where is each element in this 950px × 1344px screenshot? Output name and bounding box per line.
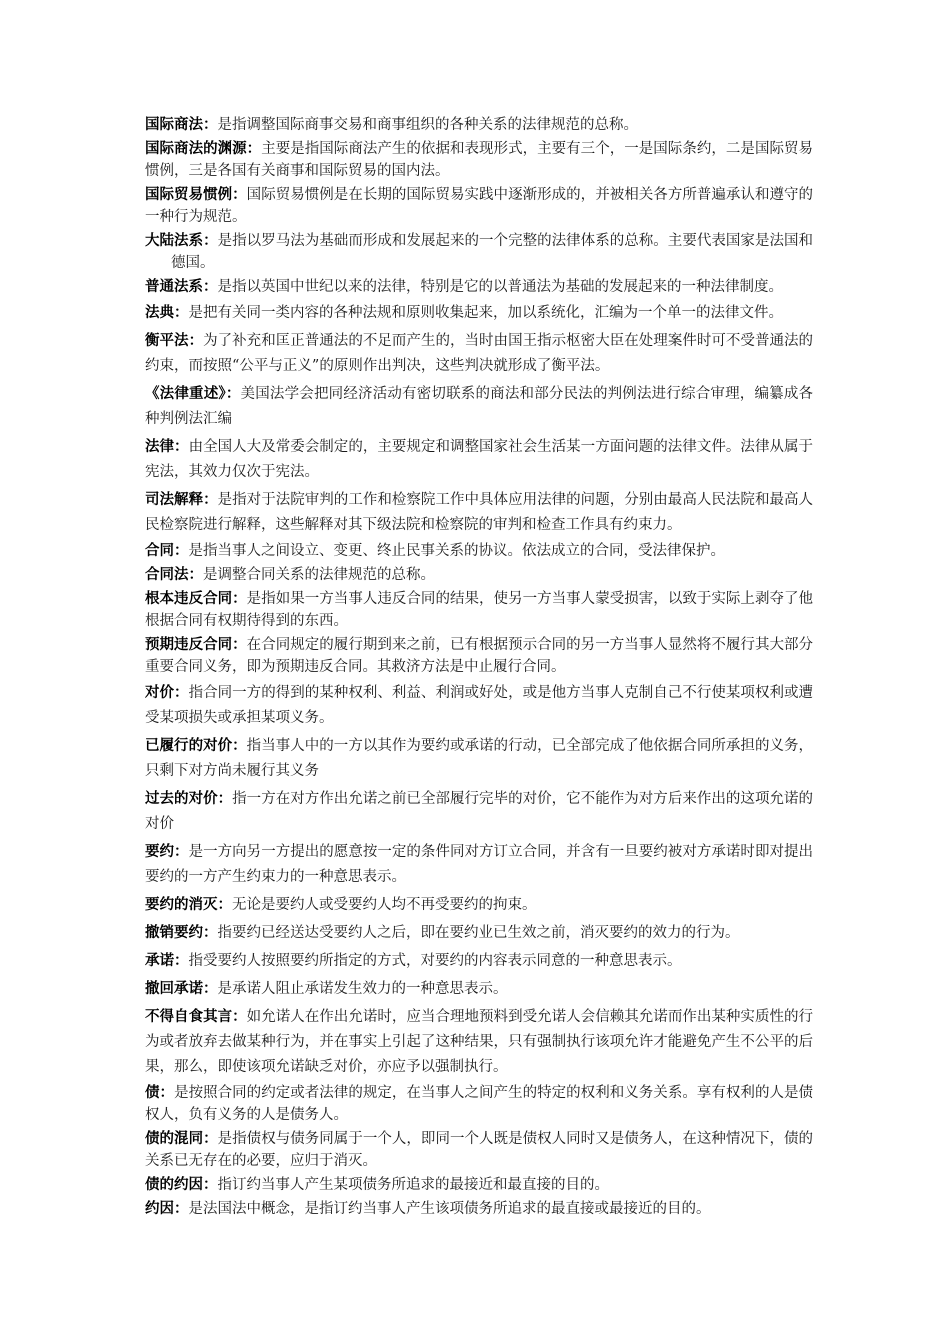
entry-term: 要约 [145,843,175,860]
entry-term: 普通法系 [145,278,203,295]
glossary-entry [145,230,813,274]
glossary-entry [145,434,813,485]
entry-term: 根本违反合同 [145,590,233,607]
entry-separator: ： [232,590,247,607]
entry-separator: ： [174,304,189,321]
entry-term: 预期违反合同 [145,636,233,653]
glossary-entry [145,1174,813,1196]
glossary-entry [145,1004,813,1080]
entry-term: 约因 [145,1200,174,1217]
entry-definition: 为了补充和匡正普通法的不足而产生的，当时由国王指示枢密大臣在处理案件时可不受普通法的约束，而按照“公平与正义”的原则作出判决，这些判决就形成了衡平法。 [145,333,814,374]
entry-term: 衡平法 [145,332,189,349]
entry-separator: ： [203,116,218,133]
entry-term: 撤回承诺 [145,980,203,997]
glossary-entry [145,634,813,678]
entry-separator: ： [203,924,218,941]
glossary-entry [145,381,813,432]
entry-term: 承诺 [145,952,174,969]
entry-term: 法律 [145,438,175,455]
glossary-entry [145,948,813,974]
entry-definition: 是指以英国中世纪以来的法律，特别是它的以普通法为基础的发展起来的一种法律制度。 [217,279,783,295]
entry-definition: 指订约当事人产生某项债务所追求的最接近和最直接的目的。 [217,1177,609,1193]
entry-term: 债的约因 [145,1176,203,1193]
entry-term: 大陆法系 [145,232,204,249]
glossary-entry [145,920,813,946]
entry-definition: 是指以罗马法为基础而形成和发展起来的一个完整的法律体系的总称。主要代表国家是法国和德国。 [171,233,814,271]
glossary-entry [145,839,813,890]
glossary-entry [145,138,813,182]
entry-definition: 美国法学会把同经济活动有密切联系的商法和部分民法的判例法进行综合审理，编纂成各种判例法汇编 [145,386,814,427]
entry-separator: ： [203,980,218,997]
entry-separator: ： [203,1130,218,1147]
entry-definition: 是承诺人阻止承诺发生效力的一种意思表示。 [217,981,508,997]
entry-separator: ： [203,232,218,249]
entry-term: 债的混同 [145,1130,204,1147]
entry-separator: ： [232,737,247,754]
entry-definition: 是法国法中概念，是指订约当事人产生该项债务所追求的最直接或最接近的目的。 [188,1201,711,1217]
entry-separator: ： [232,636,247,653]
entry-term: 法典 [145,304,174,321]
entry-separator: ： [174,542,189,559]
entry-term: 过去的对价 [145,790,218,807]
entry-definition: 指当事人中的一方以其作为要约或承诺的行动，已全部完成了他依据合同所承担的义务，只剩下对方尚未履行其义务 [145,738,814,779]
entry-separator: ： [232,1008,247,1025]
glossary-entry [145,588,813,632]
entry-term: 国际商法 [145,116,203,133]
entry-separator: ： [217,896,232,913]
entry-separator: ： [174,1200,189,1217]
entry-term: 要约的消灭 [145,896,218,913]
entry-term: 司法解释 [145,491,204,508]
glossary-entry [145,564,813,586]
entry-term: 已履行的对价 [145,737,233,754]
glossary-entry [145,328,813,379]
entry-term: 不得自食其言 [145,1008,233,1025]
entry-separator: ： [174,952,189,969]
entry-term: 对价 [145,684,175,701]
glossary-entry [145,300,813,326]
entry-definition: 是一方向另一方提出的愿意按一定的条件同对方订立合同，并含有一旦要约被对方承诺时即对提出要约的一方产生约束力的一种意思表示。 [145,844,814,885]
entry-definition: 主要是指国际商法产生的依据和表现形式，主要有三个，一是国际条约，二是国际贸易惯例，三是各国有关商事和国际贸易的国内法。 [145,141,814,179]
entry-definition: 是按照合同的约定或者法律的规定，在当事人之间产生的特定的权利和义务关系。享有权利的人是债权人，负有义务的人是债务人。 [145,1085,814,1123]
entry-term: 合同 [145,542,174,559]
entry-separator: ： [203,1176,218,1193]
glossary-entry [145,1082,813,1126]
entry-definition: 是指当事人之间设立、变更、终止民事关系的协议。依法成立的合同，受法律保护。 [188,543,725,559]
glossary-content [145,114,813,1222]
entry-definition: 是指如果一方当事人违反合同的结果，使另一方当事人蒙受损害，以致于实际上剥夺了他根据合同有权期待得到的东西。 [145,591,814,629]
entry-definition: 是指债权与债务同属于一个人，即同一个人既是债权人同时又是债务人，在这种情况下，债的关系已无存在的必要，应归于消灭。 [145,1131,814,1169]
entry-definition: 指合同一方的得到的某种权利、利益、利润或好处，或是他方当事人克制自己不行使某项权利或遭受某项损失或承担某项义务。 [145,685,814,726]
entry-separator: ： [174,438,189,455]
glossary-entry [145,114,813,136]
entry-term: 撤销要约 [145,924,203,941]
glossary-entry [145,487,813,538]
entry-separator: ： [188,566,203,583]
entry-definition: 是指调整国际商事交易和商事组织的各种关系的法律规范的总称。 [217,117,638,133]
glossary-entry [145,976,813,1002]
entry-definition: 指受要约人按照要约所指定的方式，对要约的内容表示同意的一种意思表示。 [188,953,682,969]
entry-definition: 无论是要约人或受要约人均不再受要约的拘束。 [232,897,537,913]
glossary-entry [145,540,813,562]
entry-definition: 如允诺人在作出允诺时，应当合理地预料到受允诺人会信赖其允诺而作出某种实质性的行为或者放弃去做某种行为，并在事实上引起了这种结果，只有强制执行该项允许才能避免产生不公平的后果，那么，即使该项允诺缺乏对价，亦应予以强制执行。 [145,1009,814,1075]
entry-term: 合同法 [145,566,189,583]
entry-separator: ： [203,491,218,508]
entry-separator: ： [246,140,262,157]
entry-separator: ： [225,385,241,402]
glossary-entry [145,184,813,228]
entry-definition: 是指对于法院审判的工作和检察院工作中具体应用法律的问题，分别由最高人民法院和最高人民检察院进行解释，这些解释对其下级法院和检察院的审判和检查工作具有约束力。 [145,492,814,533]
glossary-entry [145,733,813,784]
glossary-entry [145,1128,813,1172]
entry-definition: 在合同规定的履行期到来之前，已有根据预示合同的另一方当事人显然将不履行其大部分重要合同义务，即为预期违反合同。其救济方法是中止履行合同。 [145,637,814,675]
entry-term: 《法律重述》 [145,385,226,402]
entry-term: 国际贸易惯例 [145,186,233,203]
entry-definition: 指一方在对方作出允诺之前已全部履行完毕的对价，它不能作为对方后来作出的这项允诺的对价 [145,791,814,832]
entry-separator: ： [232,186,247,203]
entry-definition: 国际贸易惯例是在长期的国际贸易实践中逐渐形成的，并被相关各方所普遍承认和遵守的一种行为规范。 [145,187,814,225]
glossary-entry [145,276,813,298]
entry-definition: 是把有关同一类内容的各种法规和原则收集起来，加以系统化，汇编为一个单一的法律文件。 [188,305,783,321]
entry-definition: 指要约已经送达受要约人之后，即在要约业已生效之前，消灭要约的效力的行为。 [217,925,740,941]
glossary-entry [145,892,813,918]
glossary-entry [145,1198,813,1220]
entry-definition: 由全国人大及常委会制定的，主要规定和调整国家社会生活某一方面问题的法律文件。法律从属于宪法，其效力仅次于宪法。 [145,439,814,480]
entry-definition: 是调整合同关系的法律规范的总称。 [203,567,435,583]
entry-separator: ： [159,1084,175,1101]
glossary-entry [145,680,813,731]
entry-separator: ： [217,790,233,807]
entry-separator: ： [188,332,204,349]
entry-separator: ： [174,843,189,860]
entry-separator: ： [174,684,189,701]
entry-term: 国际商法的渊源 [145,140,247,157]
entry-separator: ： [203,278,218,295]
entry-term: 债 [145,1084,160,1101]
glossary-entry [145,786,813,837]
